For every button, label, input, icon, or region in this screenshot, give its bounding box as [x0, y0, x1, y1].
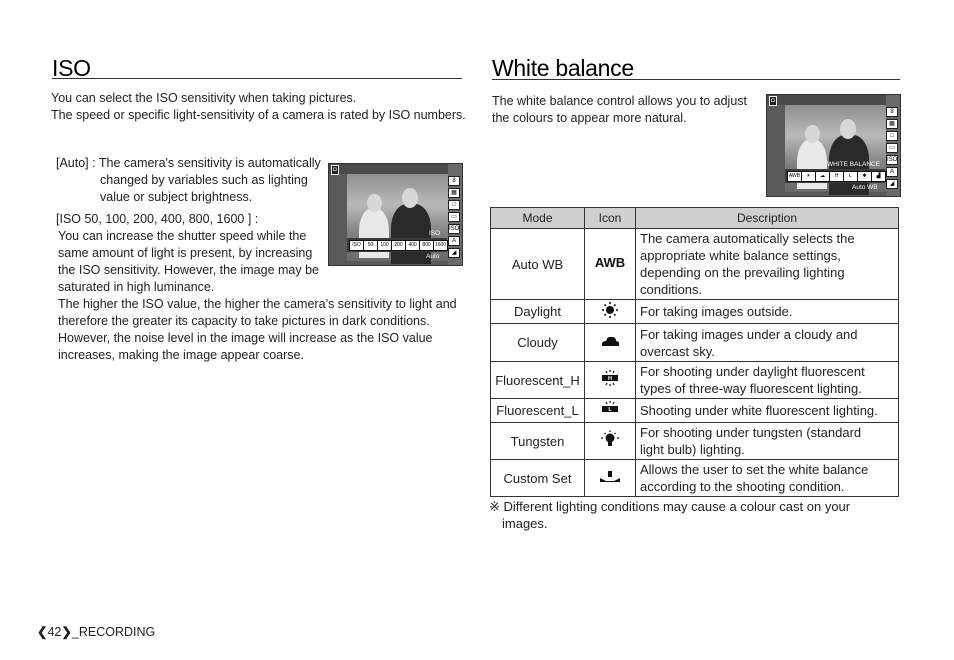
- desc-line: For taking images outside.: [640, 304, 793, 319]
- mode-cell: Custom Set: [491, 460, 585, 497]
- mode-cell: Daylight: [491, 300, 585, 324]
- metering-icon: □: [448, 200, 460, 210]
- wb-menu-item[interactable]: ☀: [801, 171, 816, 182]
- fluorescent-l-icon: [598, 400, 622, 418]
- desc-line: Allows the user to set the white balance: [640, 462, 869, 477]
- wb-menu-item[interactable]: ✱: [857, 171, 872, 182]
- table-header: Icon: [585, 208, 636, 229]
- iso-menu-item[interactable]: 400: [405, 240, 420, 251]
- iso-menu-item[interactable]: 50: [363, 240, 378, 251]
- icon-cell: [585, 423, 636, 460]
- desc-line: overcast sky.: [640, 343, 715, 359]
- iso-values-line: therefore the greater its capacity to take pictures in dark conditions.: [58, 314, 430, 328]
- icon-cell: [585, 300, 636, 324]
- table-header: Description: [636, 208, 899, 229]
- desc-cell: [636, 460, 899, 497]
- desc-cell: [636, 229, 899, 300]
- iso-menu-item[interactable]: ISO: [349, 240, 364, 251]
- drive-icon: ▭: [448, 212, 460, 222]
- icon-cell: [585, 460, 636, 497]
- mode-cell: Fluorescent_H: [491, 362, 585, 399]
- fluorescent-h-icon: [598, 369, 622, 387]
- camera-mode-icon: ◘: [333, 167, 337, 173]
- iso-camera-screen: [328, 163, 463, 266]
- camera-status-bar: [448, 164, 462, 265]
- desc-line: light bulb) lighting.: [640, 442, 745, 457]
- mode-cell: Tungsten: [491, 423, 585, 460]
- desc-line: types of three-way fluorescent lighting.: [640, 381, 862, 396]
- iso-auto-line: changed by variables such as lighting: [100, 173, 308, 187]
- iso-intro-line: You can select the ISO sensitivity when taking pictures.: [51, 91, 357, 105]
- iso-title: ISO: [52, 55, 91, 81]
- desc-cell: [636, 399, 899, 423]
- table-row: [491, 300, 899, 324]
- mode-cell: Fluorescent_L: [491, 399, 585, 423]
- desc-cell: [636, 300, 899, 324]
- wb-camera-screen: [766, 94, 901, 197]
- camera-mode-icon: ◘: [771, 98, 775, 104]
- iso-values-line: increases, making the image appear coarse.: [58, 348, 304, 362]
- iso-menu-item[interactable]: 1600: [433, 240, 448, 251]
- wb-menu-item[interactable]: L: [843, 171, 858, 182]
- desc-line: according to the shooting condition.: [640, 479, 845, 494]
- ev-icon: ◢: [448, 248, 460, 258]
- iso-icon: ISO: [887, 157, 898, 163]
- wb-value-label: Auto WB: [852, 184, 878, 191]
- iso-values-line: same amount of light is present, by increasing: [58, 246, 313, 260]
- desc-line: For taking images under a cloudy and: [640, 326, 858, 342]
- awb-icon: [594, 253, 626, 271]
- bulb-icon: [598, 430, 622, 448]
- iso-icon: ISO: [449, 226, 460, 232]
- wb-title: White balance: [492, 55, 634, 81]
- svg-text:AWB: AWB: [594, 255, 626, 270]
- desc-cell: [636, 324, 899, 362]
- wb-note: [489, 498, 850, 532]
- ev-icon: ◢: [886, 179, 898, 189]
- metering-icon: □: [886, 131, 898, 141]
- iso-values-line: the ISO sensitivity. However, the image may be: [58, 263, 319, 277]
- iso-menu-item[interactable]: 800: [419, 240, 434, 251]
- wb-note-line: images.: [502, 516, 548, 531]
- wb-menu-label: WHITE BALANCE: [827, 161, 881, 168]
- camera-top-strip: [329, 164, 462, 174]
- desc-line: depending on the prevailing lighting: [640, 265, 845, 280]
- wb-menu-item[interactable]: ☁: [815, 171, 830, 182]
- mode-cell: Cloudy: [491, 324, 585, 362]
- iso-value-label: Auto: [426, 253, 440, 260]
- custom-set-icon: [598, 467, 622, 485]
- icon-cell: [585, 324, 636, 362]
- awb-small-icon: A: [886, 167, 898, 177]
- iso-auto-line: value or subject brightness.: [100, 190, 253, 204]
- iso-values-line: [ISO 50, 100, 200, 400, 800, 1600 ] :: [56, 212, 259, 226]
- icon-cell: [585, 362, 636, 399]
- iso-values-line: However, the noise level in the image will increase as the ISO value: [58, 331, 433, 345]
- table-header-row: [491, 208, 899, 229]
- quality-icon: ▦: [448, 188, 460, 198]
- desc-line: For shooting under tungsten (standard: [640, 425, 862, 440]
- iso-menu-item[interactable]: 100: [377, 240, 392, 251]
- svg-text:H: H: [608, 376, 612, 383]
- icon-cell: [585, 229, 636, 300]
- iso-values-line: You can increase the shutter speed while the: [58, 229, 307, 243]
- table-row: [491, 460, 899, 497]
- table-row: [491, 399, 899, 423]
- sun-icon: [598, 301, 622, 319]
- desc-line: appropriate white balance settings,: [640, 248, 841, 263]
- wb-title-rule: [492, 79, 900, 80]
- iso-intro: [51, 90, 466, 124]
- iso-values-line: The higher the ISO value, the higher the camera’s sensitivity to light and: [58, 297, 457, 311]
- desc-line: The camera automatically selects the: [640, 231, 855, 246]
- wb-note-line: ※ Different lighting conditions may cause a colour cast on your: [489, 499, 851, 514]
- desc-cell: [636, 362, 899, 399]
- drive-icon: ▭: [886, 143, 898, 153]
- iso-menu-item[interactable]: 200: [391, 240, 406, 251]
- desc-line: Shooting under white fluorescent lighting.: [640, 403, 878, 418]
- page-bracket-left: ❮: [37, 625, 48, 639]
- table-header: Mode: [491, 208, 585, 229]
- table-row: [491, 229, 899, 300]
- desc-line: conditions.: [640, 282, 703, 297]
- iso-values-line: saturated in high luminance.: [58, 280, 215, 294]
- camera-top-strip: [767, 95, 900, 105]
- wb-intro-line: The white balance control allows you to adjust: [492, 94, 748, 108]
- table-row: [491, 423, 899, 460]
- table-row: [491, 362, 899, 399]
- desc-cell: [636, 423, 899, 460]
- wb-menu-item[interactable]: H: [829, 171, 844, 182]
- icon-cell: [585, 399, 636, 423]
- size-icon: 8: [448, 176, 460, 186]
- iso-menu-label: ISO: [429, 230, 441, 237]
- white-balance-table: [490, 207, 899, 497]
- wb-intro: [492, 93, 747, 127]
- page-footer: [37, 624, 155, 639]
- svg-text:L: L: [608, 406, 612, 413]
- desc-line: For shooting under daylight fluorescent: [640, 364, 865, 379]
- footer-section: _RECORDING: [71, 625, 156, 639]
- page-bracket-right: ❯: [61, 625, 72, 639]
- size-icon: 8: [886, 107, 898, 117]
- table-row: [491, 324, 899, 362]
- wb-menu-item[interactable]: AWB: [787, 171, 802, 182]
- wb-menu-item[interactable]: ▟: [871, 171, 886, 182]
- quality-icon: ▦: [886, 119, 898, 129]
- iso-menu-bar: [347, 238, 447, 252]
- camera-status-bar: [886, 95, 900, 196]
- mode-cell: Auto WB: [491, 229, 585, 300]
- iso-auto-text: [56, 155, 321, 206]
- iso-title-rule: [52, 78, 462, 79]
- wb-menu-bar: [785, 169, 885, 183]
- iso-auto-line: [Auto] : The camera's sensitivity is automatically: [56, 156, 321, 170]
- wb-intro-line: the colours to appear more natural.: [492, 111, 687, 125]
- cloud-icon: [598, 332, 622, 350]
- page-number: 42: [47, 625, 62, 639]
- iso-intro-line: The speed or specific light-sensitivity of a camera is rated by ISO numbers.: [51, 108, 466, 122]
- awb-small-icon: A: [448, 236, 460, 246]
